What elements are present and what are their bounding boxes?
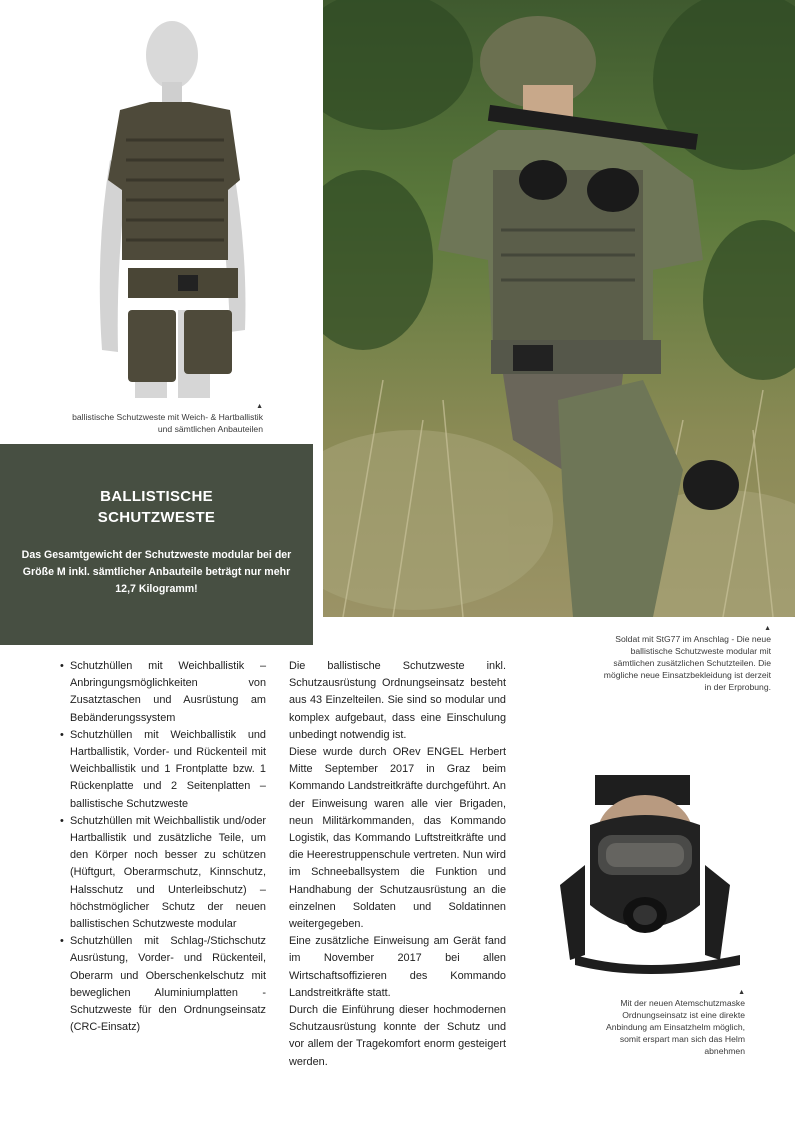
list-item: • Schutzhüllen mit Weichballistik – Anbringungsmöglichkeiten von Zusatztaschen und Ausrüstung am Bebänderungssystem — [70, 658, 266, 727]
paragraph: Eine zusätzliche Einweisung am Gerät fand im November 2017 bei allen Wirtschaftsoffizieren des Kommando Landstreitkräfte statt. — [289, 935, 506, 999]
bullet-column — [60, 658, 266, 1036]
paragraph: Die ballistische Schutzweste inkl. Schutzausrüstung Ordnungseinsatz besteht aus 43 Einzelteilen. Sie sind so modular und komplex aufgebaut, dass eine Einschulung unbedingt notwendig ist. — [289, 660, 506, 741]
info-box — [0, 444, 313, 645]
vest-caption — [60, 402, 263, 435]
list-item: • Schutzhüllen mit Weichballistik und Hartballistik, Vorder- und Rückenteil mit Weichballistik und 1 Frontplatte bzw. 1 Rückenplatte und 2 Seitenplatten – ballistische Schutzweste — [70, 727, 266, 813]
bullet-list — [60, 658, 266, 1036]
mask-caption-text: Mit der neuen Atemschutzmaske Ordnungseinsatz ist eine direkte Anbindung am Einsatzhelm möglich, somit erspart man sich das Helm abnehmen — [605, 998, 745, 1056]
caption-marker-icon: ▲ — [764, 625, 771, 632]
paragraph: Diese wurde durch ORev ENGEL Herbert Mitte September 2017 in Graz beim Kommando Landstreitkräfte durchgeführt. An der Einweisung waren alle vier Brigaden, neun Militärkommanden, das Kommando Logistik, das Kommando Luftstreitkräfte und die Heerestruppenschule vertreten. Nun wird im Schneeballsystem die Funktion und Handhabung der Schutzausrüstung an die einzelnen Soldaten und Soldatinnen weitergegeben. — [289, 746, 506, 931]
paragraph: Durch die Einführung dieser hochmodernen Schutzausrüstung konnte der Schutz und vor allem der Tragekomfort enorm gesteigert werden. — [289, 1004, 506, 1068]
list-item: • Schutzhüllen mit Schlag-/Stichschutz Ausrüstung, Vorder- und Rückenteil, Oberarm und Oberschenkelschutz mit beweglichen Aluminiumplatten - Schutzweste für den Ordnungseinsatz (CRC-Einsatz) — [70, 933, 266, 1036]
gas-mask-photo — [540, 765, 750, 975]
box-title-line2: SCHUTZWESTE — [97, 509, 216, 526]
soldier-photo — [323, 0, 795, 617]
mask-caption — [585, 988, 745, 1057]
list-item: • Schutzhüllen mit Weichballistik und/oder Hartballistik und zusätzliche Teile, um den Körper noch besser zu schützen (Hüftgurt, Oberarmschutz, Kinnschutz, Halsschutz und Unterleibschutz) – höchstmöglicher Schutz der neuen ballistischen Schutzweste modular — [70, 813, 266, 933]
vest-photo — [40, 10, 300, 402]
vest-caption-text: ballistische Schutzweste mit Weich- & Hartballistik und sämtlichen Anbauteilen — [72, 412, 263, 434]
box-title — [0, 486, 313, 528]
box-title-line1: BALLISTISCHE — [100, 488, 213, 505]
caption-marker-icon: ▲ — [738, 989, 745, 996]
soldier-caption — [600, 624, 771, 693]
soldier-caption-text: Soldat mit StG77 im Anschlag - Die neue ballistische Schutzweste modular mit sämtlichen zusätzlichen Schutzteilen. Die mögliche neue Einsatzbekleidung ist derzeit in der Erprobung. — [603, 634, 771, 692]
caption-marker-icon: ▲ — [256, 403, 263, 410]
box-text: Das Gesamtgewicht der Schutzweste modular bei der Größe M inkl. sämtlicher Anbauteile beträgt nur mehr 12,7 Kilogramm! — [21, 549, 292, 595]
text-column — [289, 658, 506, 1071]
